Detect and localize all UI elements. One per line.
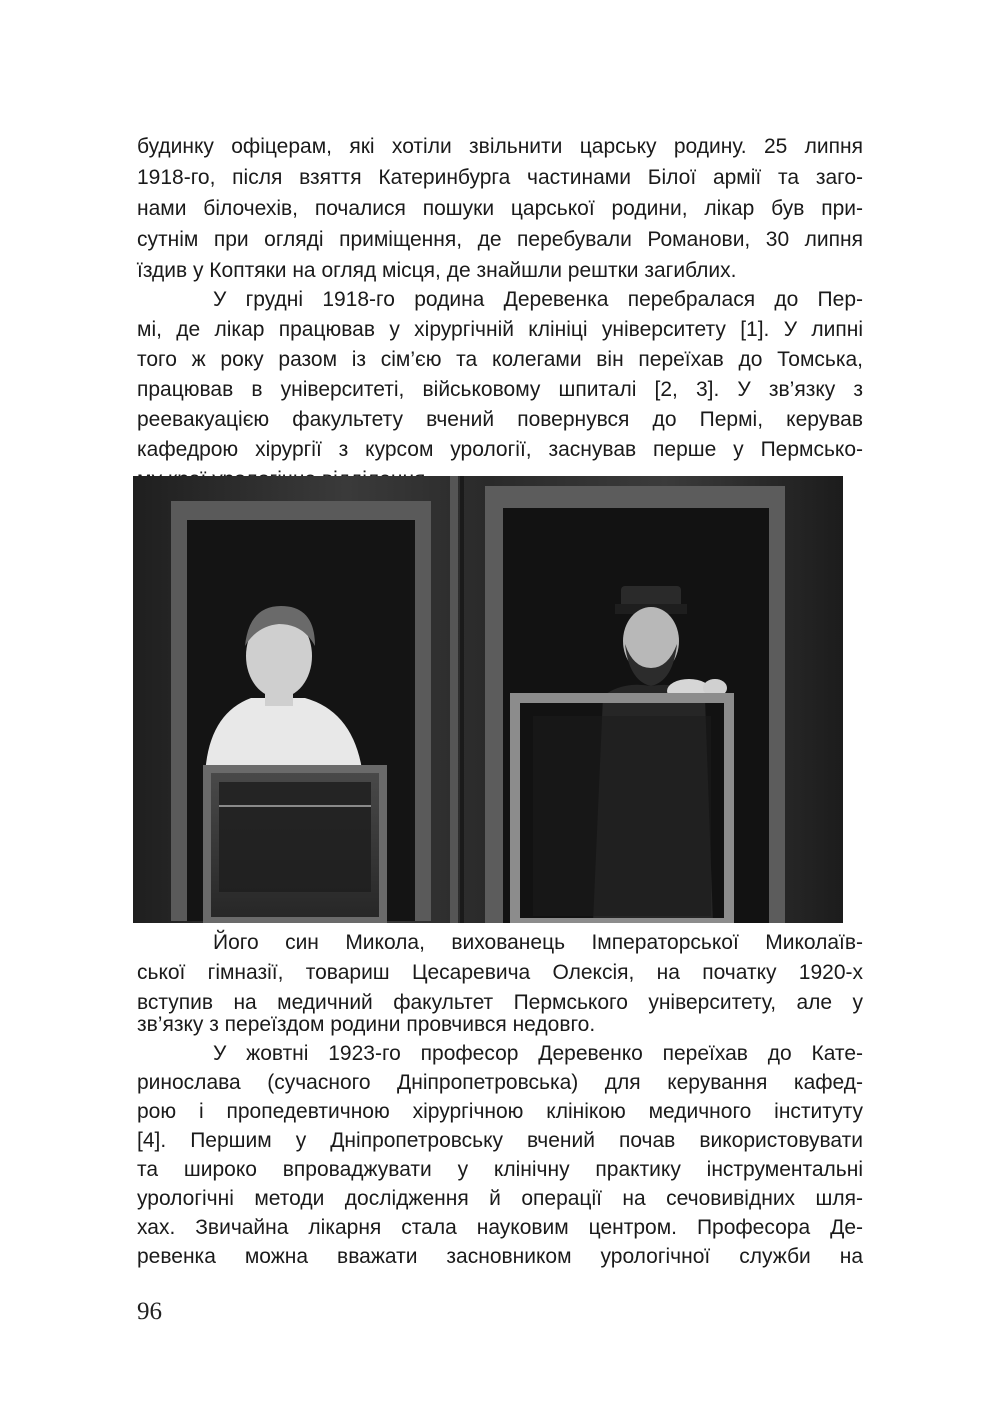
text-line: хах. Звичайна лікарня стала науковим центром. Професора Де- bbox=[137, 1216, 863, 1239]
historical-photo bbox=[133, 476, 843, 923]
text-line: працював в університеті, військовому шпиталі [2, 3]. У зв’язку з bbox=[137, 378, 863, 401]
text-line: У грудні 1918-го родина Деревенка перебралася до Пер- bbox=[213, 288, 863, 311]
text-line: мі, де лікар працював у хірургічній клініці університету [1]. У липні bbox=[137, 318, 863, 341]
text-line: будинку офіцерам, які хотіли звільнити царську родину. 25 липня bbox=[137, 135, 863, 158]
text-line: вступив на медичний факультет Пермського університету, але у bbox=[137, 991, 863, 1014]
text-line: сутнім при огляді приміщення, де перебували Романови, 30 липня bbox=[137, 228, 863, 251]
text-line: та широко впроваджувати у клінічну практику інструментальні bbox=[137, 1158, 863, 1181]
text-line: Його син Микола, вихованець Імператорської Миколаїв- bbox=[213, 931, 863, 954]
text-line: реевакуацією факультету вчений повернувся до Пермі, керував bbox=[137, 408, 863, 431]
text-line: 1918-го, після взяття Катеринбурга частинами Білої армії та заго- bbox=[137, 166, 863, 189]
text-line: зв’язку з переїздом родини провчився недовго. bbox=[137, 1013, 596, 1036]
text-line: ревенка можна вважати засновником урологічної служби на bbox=[137, 1245, 863, 1268]
photo-illustration bbox=[133, 476, 843, 923]
text-line: ської гімназії, товариш Цесаревича Олексія, на початку 1920-х bbox=[137, 961, 863, 984]
page-number: 96 bbox=[137, 1298, 162, 1325]
text-line: [4]. Першим у Дніпропетровську вчений почав використовувати bbox=[137, 1129, 863, 1152]
text-line: нами білочехів, почалися пошуки царської родини, лікар був при- bbox=[137, 197, 863, 220]
text-line: їздив у Коптяки на огляд місця, де знайшли рештки загиблих. bbox=[137, 259, 737, 282]
text-line: рою і пропедевтичною хірургічною клінікою медичного інституту bbox=[137, 1100, 863, 1123]
text-line: ринослава (сучасного Дніпропетровська) для керування кафед- bbox=[137, 1071, 863, 1094]
text-line: того ж року разом із сім’єю та колегами він переїхав до Томська, bbox=[137, 348, 863, 371]
text-line: урологічні методи дослідження й операції на сечовивідних шля- bbox=[137, 1187, 863, 1210]
text-line: кафедрою хірургії з курсом урології, заснував перше у Пермсько- bbox=[137, 438, 863, 461]
text-line: У жовтні 1923-го професор Деревенко переїхав до Кате- bbox=[213, 1042, 863, 1065]
